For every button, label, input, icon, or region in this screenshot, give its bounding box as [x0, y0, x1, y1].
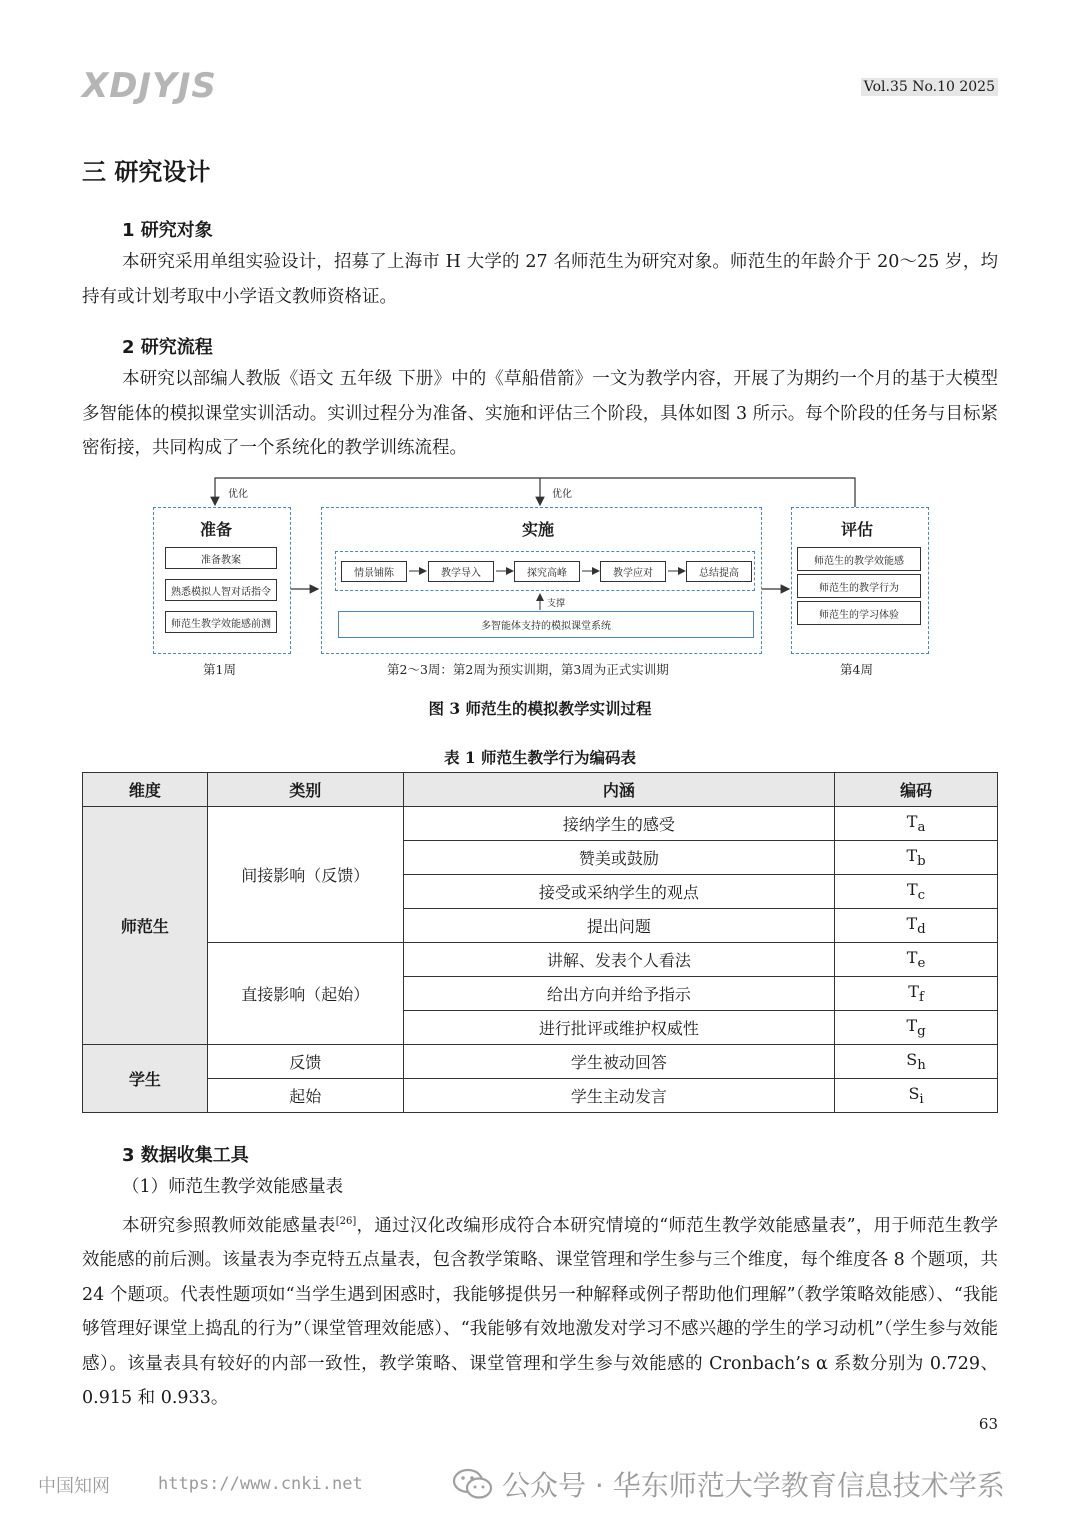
volume-label: Vol.35 No.10 2025 — [861, 78, 998, 96]
code-subscript: f — [918, 990, 924, 1006]
paragraph — [82, 1205, 998, 1416]
paragraph-text: 本研究参照教师效能感量表 — [122, 1215, 336, 1236]
code-subscript: h — [917, 1058, 926, 1074]
optimize-label-left: 优化 — [228, 489, 248, 500]
meaning-cell: 学生主动发言 — [403, 1079, 835, 1113]
prep-phase-title: 准备 — [200, 520, 233, 539]
code-subscript: g — [917, 1024, 926, 1040]
code-cell — [835, 841, 998, 875]
subsection-2-title: 2 研究流程 — [122, 337, 213, 358]
meaning-cell: 给出方向并给予指示 — [403, 977, 835, 1011]
cnki-label: 中国知网 — [38, 1476, 110, 1497]
section-title: 三 研究设计 — [82, 158, 211, 186]
code-letter: T — [906, 947, 918, 967]
category-cell: 直接影响（起始） — [207, 943, 403, 1045]
code-letter: T — [907, 879, 918, 899]
code-subscript: c — [917, 888, 926, 904]
paragraph-text: ，通过汉化改编形成符合本研究情境的“师范生教学效能感量表”，用于师范生教学效能感的前后测。该量表为李克特五点量表，包含教学策略、课堂管理和学生参与三个维度，每个维度各 8 个题项，共 24 个题项。代表性题项如“当学生遇到困惑时，我能够提供另一种解释或例子帮助他们理解”（教学策略效能感）、“我能够管理好课堂上捣乱的行为”（课堂管理效能感）、“我能够有效地激发对学习不感兴趣的学生的学习动机”（学生参与效能感）。该量表具有较好的内部一致性，教学策略、课堂管理和学生参与效能感的 Cronbach’s α 系数分别为 0.729、0.915 和 0.933。 — [82, 1215, 999, 1409]
table-row — [83, 807, 998, 841]
category-cell: 反馈 — [207, 1045, 403, 1079]
subsection-3-text — [82, 1205, 998, 1416]
dimension-cell: 学生 — [83, 1045, 208, 1113]
simulation-system-box: 多智能体支持的模拟课堂系统 — [338, 611, 754, 638]
coding-table — [82, 772, 998, 1113]
support-label: 支撑 — [547, 599, 566, 609]
subsection-1-text — [82, 245, 998, 314]
meaning-cell: 学生被动回答 — [403, 1045, 835, 1079]
code-subscript: i — [919, 1092, 924, 1108]
category-cell: 间接影响（反馈） — [207, 807, 403, 943]
table-caption: 表 1 师范生教学行为编码表 — [443, 748, 637, 767]
eval-item: 师范生的教学效能感 — [797, 547, 921, 571]
code-letter: S — [906, 1049, 918, 1069]
category-cell: 起始 — [207, 1079, 403, 1113]
impl-step: 教学导入 — [428, 561, 494, 582]
meaning-cell: 进行批评或维护权威性 — [403, 1011, 835, 1045]
page-number: 63 — [978, 1415, 998, 1433]
scale-subtitle: （1）师范生教学效能感量表 — [122, 1177, 344, 1197]
code-cell — [835, 875, 998, 909]
impl-step: 总结提高 — [686, 561, 752, 582]
code-letter: T — [906, 913, 918, 933]
code-cell — [835, 943, 998, 977]
optimize-label-center: 优化 — [552, 489, 572, 500]
wechat-account-label: 公众号 · 华东师范大学教育信息技术学系 — [502, 1469, 1005, 1502]
dimension-cell: 师范生 — [83, 807, 208, 1045]
impl-step: 教学应对 — [600, 561, 666, 582]
eval-phase-title: 评估 — [841, 520, 874, 539]
table-header-row — [83, 773, 998, 807]
subsection-1-title: 1 研究对象 — [122, 220, 213, 241]
code-cell — [835, 909, 998, 943]
prep-item: 熟悉模拟人智对话指令 — [165, 579, 277, 601]
cnki-url: https://www.cnki.net — [158, 1474, 363, 1494]
table-row — [83, 1045, 998, 1079]
table-row — [83, 1079, 998, 1113]
meaning-cell: 接受或采纳学生的观点 — [403, 875, 835, 909]
code-cell — [835, 977, 998, 1011]
citation: [26] — [335, 1216, 357, 1227]
code-subscript: d — [917, 922, 926, 938]
code-letter: T — [906, 811, 918, 831]
journal-logo: XDJYJS — [82, 66, 217, 106]
meaning-cell: 赞美或鼓励 — [403, 841, 835, 875]
header-cell: 类别 — [207, 773, 403, 807]
eval-week: 第4周 — [840, 662, 873, 677]
impl-step: 探究高峰 — [514, 561, 580, 582]
paragraph: 本研究以部编人教版《语文 五年级 下册》中的《草船借箭》一文为教学内容，开展了为期约一个月的基于大模型多智能体的模拟课堂实训活动。实训过程分为准备、实施和评估三个阶段，具体如图 3 所示。每个阶段的任务与目标紧密衔接，共同构成了一个系统化的教学训练流程。 — [82, 369, 998, 458]
prep-item: 准备教案 — [165, 547, 277, 569]
impl-phase-title: 实施 — [522, 520, 555, 539]
code-cell — [835, 1045, 998, 1079]
code-cell — [835, 1011, 998, 1045]
header-cell: 编码 — [835, 773, 998, 807]
figure-caption: 图 3 师范生的模拟教学实训过程 — [428, 699, 652, 718]
code-letter: T — [908, 981, 919, 1001]
paragraph: 本研究采用单组实验设计，招募了上海市 H 大学的 27 名师范生为研究对象。师范生的年龄介于 20～25 岁，均持有或计划考取中小学语文教师资格证。 — [82, 252, 998, 307]
eval-item: 师范生的学习体验 — [797, 601, 921, 625]
header-cell: 维度 — [83, 773, 208, 807]
subsection-3-title: 3 数据收集工具 — [122, 1145, 249, 1166]
code-subscript: a — [917, 820, 926, 836]
prep-item: 师范生教学效能感前测 — [165, 611, 277, 633]
subsection-2-text — [82, 362, 998, 466]
code-letter: T — [906, 1015, 918, 1035]
code-cell — [835, 1079, 998, 1113]
header-cell: 内涵 — [403, 773, 835, 807]
eval-item: 师范生的教学行为 — [797, 574, 921, 598]
meaning-cell: 接纳学生的感受 — [403, 807, 835, 841]
code-letter: T — [906, 845, 918, 865]
meaning-cell: 讲解、发表个人看法 — [403, 943, 835, 977]
wechat-icon — [452, 1466, 494, 1506]
impl-week: 第2～3周：第2周为预实训期，第3周为正式实训期 — [387, 662, 669, 677]
code-letter: S — [908, 1083, 920, 1103]
code-subscript: e — [917, 956, 926, 972]
code-subscript: b — [917, 854, 926, 870]
impl-step: 情景铺陈 — [341, 561, 407, 582]
table-row — [83, 943, 998, 977]
prep-week: 第1周 — [203, 662, 236, 677]
meaning-cell: 提出问题 — [403, 909, 835, 943]
code-cell — [835, 807, 998, 841]
